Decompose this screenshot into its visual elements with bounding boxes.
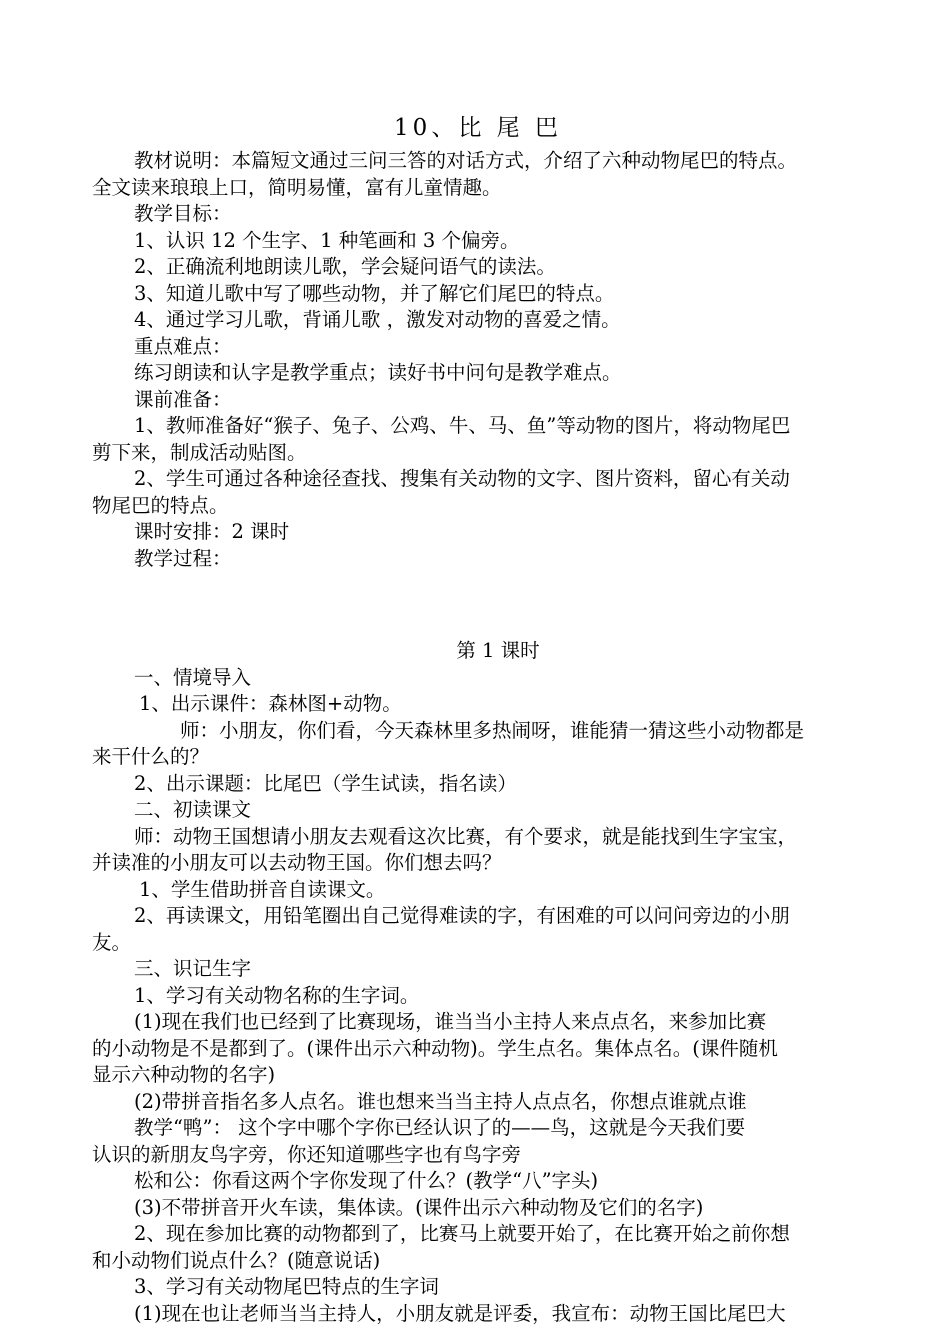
list-item: 3、知道儿歌中写了哪些动物，并了解它们尾巴的特点。 bbox=[134, 281, 615, 305]
paragraph-line: (1)现在也让老师当当主持人，小朋友就是评委，我宣布：动物王国比尾巴大 bbox=[134, 1301, 786, 1325]
spacer bbox=[92, 572, 864, 638]
paragraph-line: 教学“鸭”： 这个字中哪个字你已经认识了的——鸟，这就是今天我们要 bbox=[134, 1116, 746, 1139]
section-heading: 二、初读课文 bbox=[134, 798, 252, 821]
section-heading: 三、识记生字 bbox=[134, 957, 252, 980]
paragraph-line: 师：动物王国想请小朋友去观看这次比赛，有个要求，就是能找到生字宝宝， bbox=[134, 824, 798, 848]
paragraph-line: 剪下来，制成活动贴图。 bbox=[92, 440, 307, 464]
paragraph-line: (2)带拼音指名多人点名。谁也想来当当主持人点点名，你想点谁就点谁 bbox=[134, 1089, 747, 1113]
paragraph-line: 的小动物是不是都到了。(课件出示六种动物)。学生点名。集体点名。(课件随机 bbox=[92, 1036, 778, 1060]
list-item: 2、现在参加比赛的动物都到了，比赛马上就要开始了，在比赛开始之前你想 bbox=[134, 1222, 790, 1245]
list-item: 2、出示课题：比尾巴（学生试读，指名读） bbox=[134, 771, 517, 795]
section-heading: 课前准备： bbox=[134, 387, 232, 411]
section-heading: 教学过程： bbox=[134, 546, 232, 570]
section-heading: 重点难点： bbox=[134, 334, 232, 358]
document-page bbox=[92, 108, 864, 1327]
paragraph-line: 友。 bbox=[92, 930, 132, 954]
list-item: 3、学习有关动物尾巴特点的生字词 bbox=[134, 1275, 439, 1298]
list-item: 2、正确流利地朗读儿歌，学会疑问语气的读法。 bbox=[134, 255, 556, 278]
paragraph-line: 练习朗读和认字是教学重点；读好书中问句是教学难点。 bbox=[134, 361, 622, 384]
paragraph-line: 课时安排：2 课时 bbox=[134, 520, 290, 543]
paragraph-line: 师：小朋友，你们看，今天森林里多热闹呀，谁能猜一猜这些小动物都是 bbox=[180, 718, 805, 742]
section-heading: 教学目标： bbox=[134, 202, 232, 225]
list-item: 2、学生可通过各种途径查找、搜集有关动物的文字、图片资料，留心有关动 bbox=[134, 467, 790, 490]
lesson-heading: 第 1 课时 bbox=[456, 639, 540, 662]
paragraph-line: 和小动物们说点什么？(随意说话) bbox=[92, 1248, 381, 1272]
list-item: 1、学生借助拼音自读课文。 bbox=[139, 877, 386, 901]
list-item: 2、再读课文，用铅笔圈出自己觉得难读的字，有困难的可以问问旁边的小朋 bbox=[134, 904, 790, 927]
paragraph-line: 来干什么的？ bbox=[92, 745, 210, 768]
list-item: 4、通过学习儿歌，背诵儿歌 ，激发对动物的喜爱之情。 bbox=[134, 308, 621, 331]
paragraph-line: 教材说明：本篇短文通过三问三答的对话方式，介绍了六种动物尾巴的特点。 bbox=[134, 149, 798, 172]
paragraph-line: 显示六种动物的名字) bbox=[92, 1063, 276, 1086]
paragraph-line: 松和公：你看这两个字你发现了什么？(教学“八”字头) bbox=[134, 1169, 599, 1192]
list-item: 1、学习有关动物名称的生字词。 bbox=[134, 983, 420, 1007]
list-item: 1、认识 12 个生字、1 种笔画和 3 个偏旁。 bbox=[134, 228, 520, 252]
paragraph-line: 并读准的小朋友可以去动物王国。你们想去吗？ bbox=[92, 851, 502, 874]
paragraph-line: 全文读来琅琅上口，简明易懂，富有儿童情趣。 bbox=[92, 175, 502, 199]
paragraph-line: 认识的新朋友鸟字旁，你还知道哪些字也有鸟字旁 bbox=[92, 1142, 522, 1166]
paragraph-line: (1)现在我们也已经到了比赛现场，谁当当小主持人来点点名，来参加比赛 bbox=[134, 1010, 767, 1033]
document-title: 10、比 尾 巴 bbox=[394, 115, 562, 141]
section-heading: 一、情境导入 bbox=[134, 665, 252, 689]
paragraph-line: (3)不带拼音开火车读，集体读。(课件出示六种动物及它们的名字) bbox=[134, 1195, 704, 1219]
list-item: 1、出示课件：森林图+动物。 bbox=[139, 692, 402, 715]
list-item: 1、教师准备好“猴子、兔子、公鸡、牛、马、鱼”等动物的图片，将动物尾巴 bbox=[134, 414, 791, 437]
paragraph-line: 物尾巴的特点。 bbox=[92, 493, 229, 517]
